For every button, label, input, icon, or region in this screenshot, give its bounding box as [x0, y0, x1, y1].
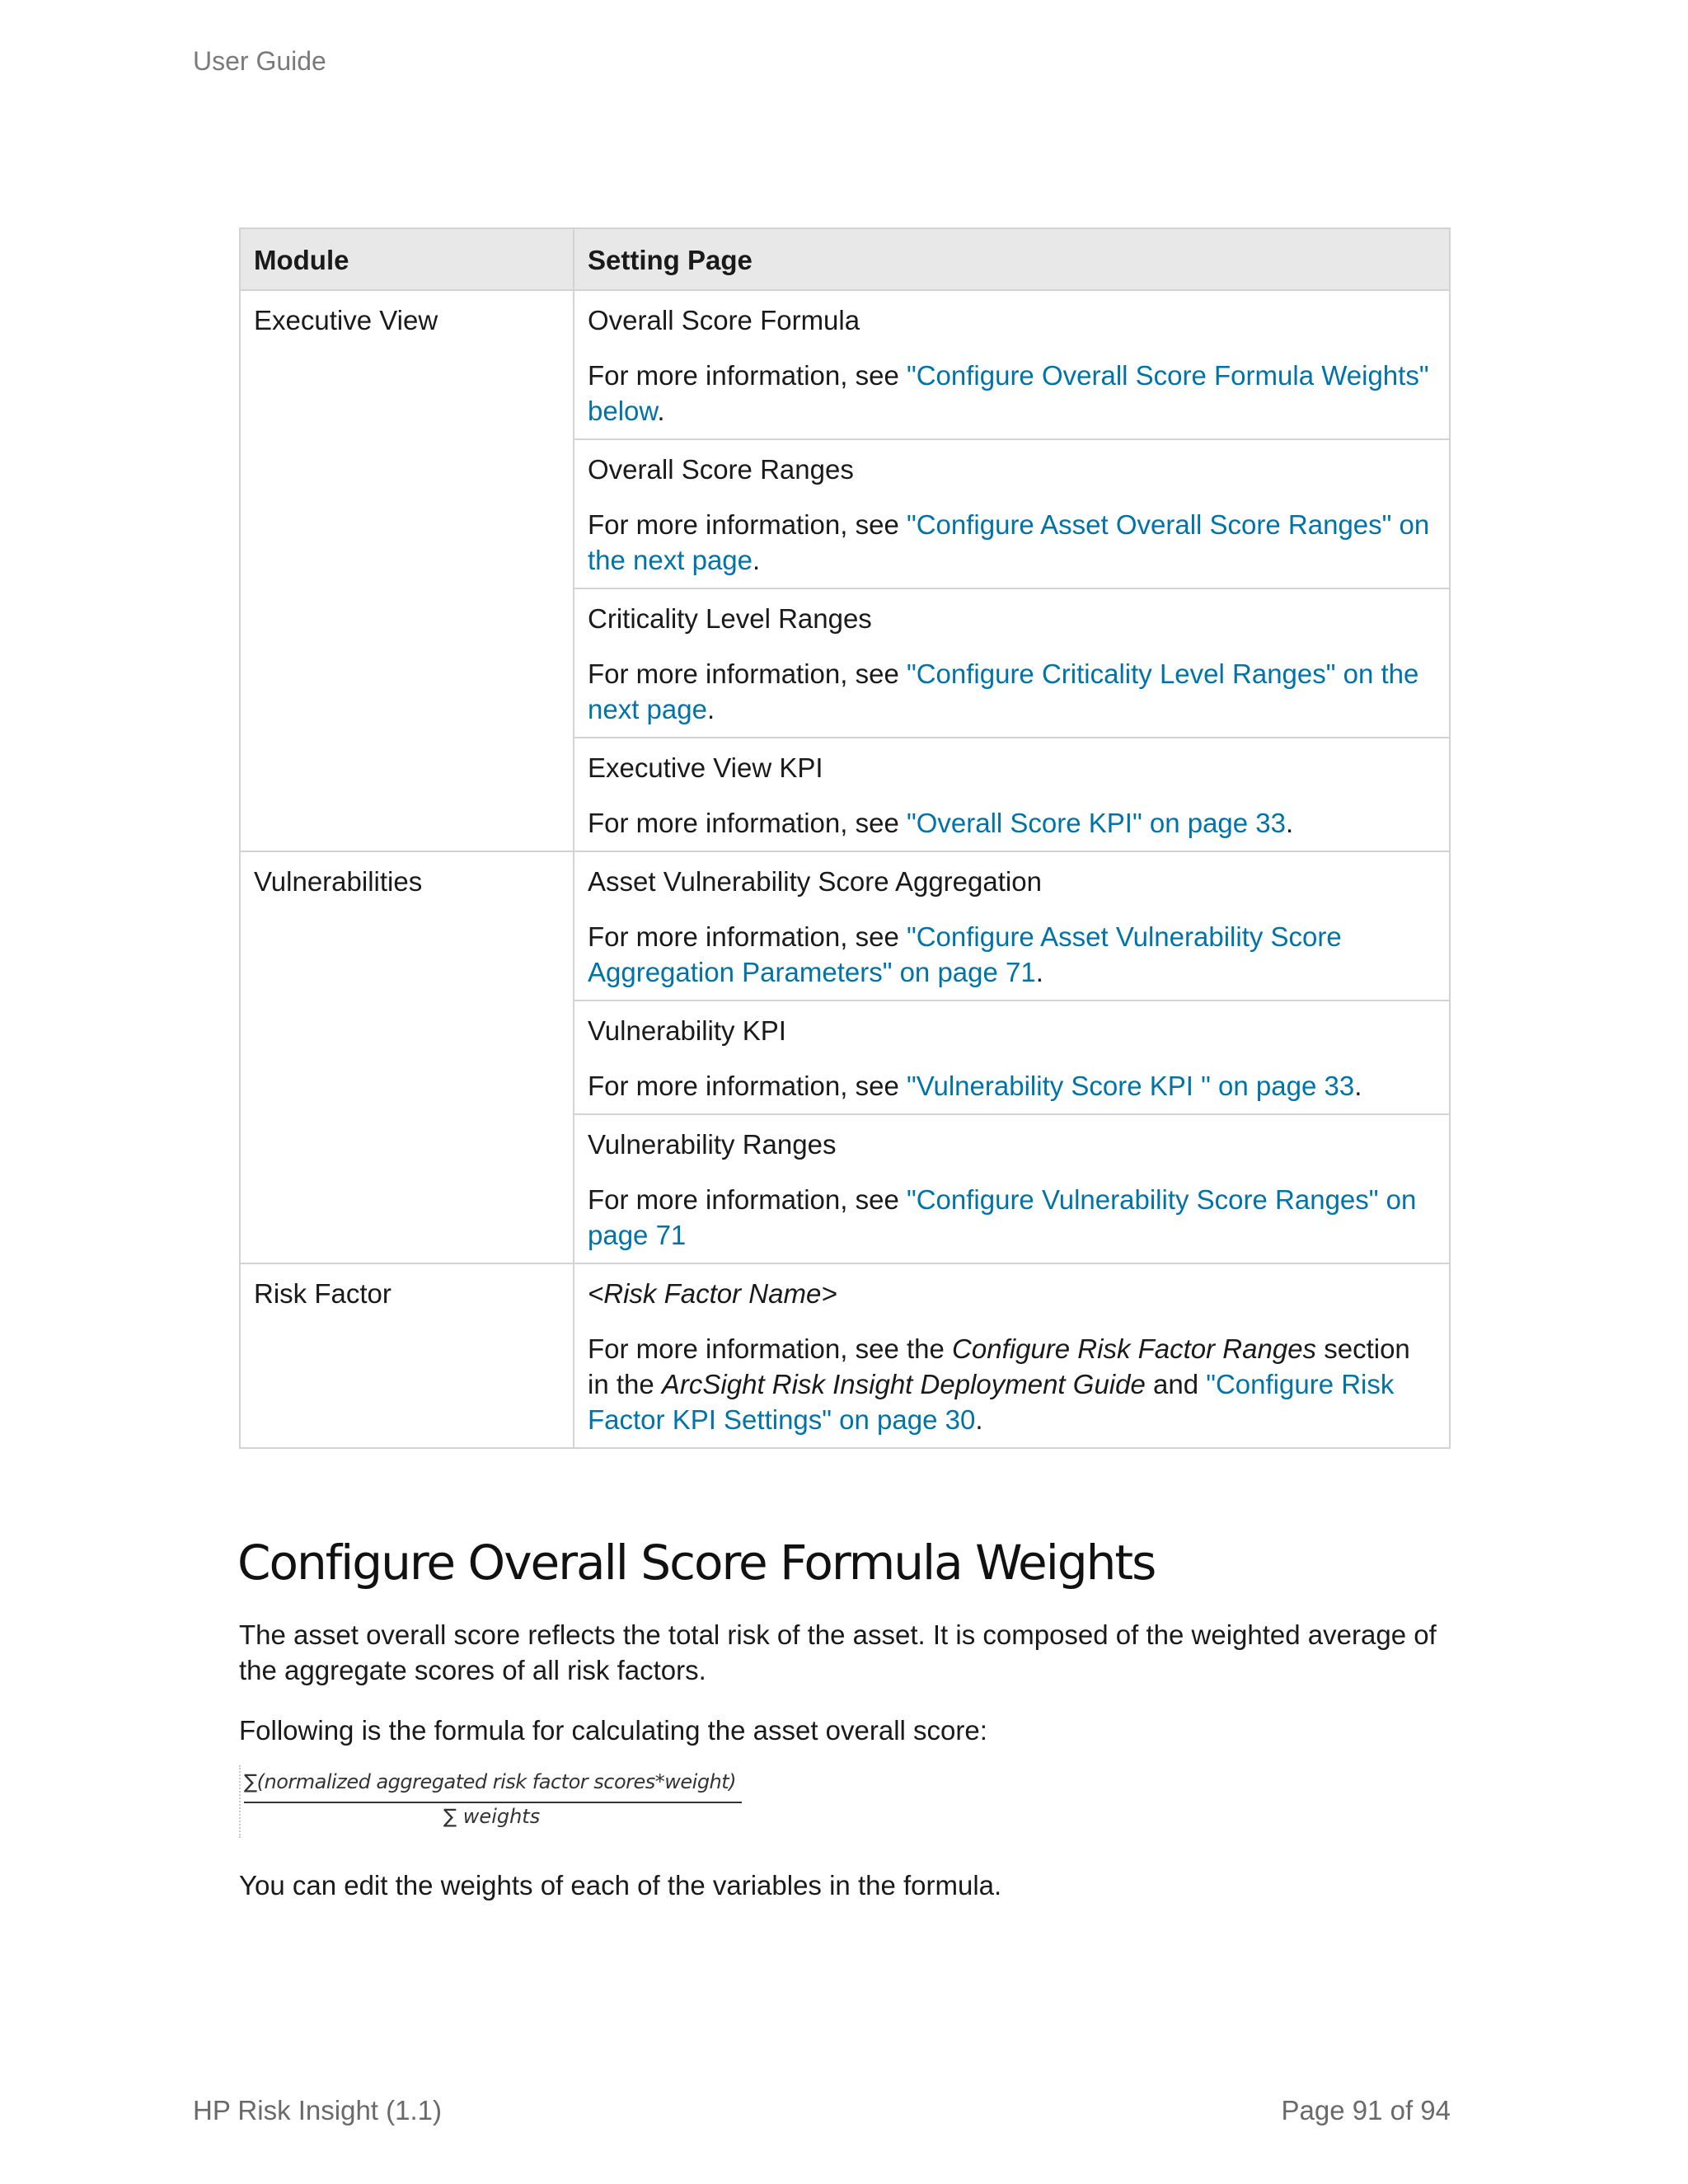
formula-denominator: ∑ weights [443, 1805, 541, 1828]
setting-name: Overall Score Formula [588, 305, 860, 335]
more-info [588, 919, 1436, 990]
module-cell-vulnerabilities: Vulnerabilities [240, 851, 574, 1263]
footer-page-number: Page 91 of 94 [1281, 2095, 1451, 2125]
setting-cell [574, 439, 1450, 588]
setting-cell [574, 1001, 1450, 1114]
more-info [588, 1068, 1436, 1104]
more-info [588, 805, 1436, 841]
doc-title-reference: ArcSight Risk Insight Deployment Guide [661, 1369, 1146, 1399]
setting-name: Vulnerability Ranges [588, 1129, 837, 1160]
more-info-suffix: . [1286, 808, 1294, 838]
table-row [240, 290, 1450, 439]
more-info-text: For more information, see [588, 1071, 907, 1101]
footer-product: HP Risk Insight (1.1) [193, 2095, 442, 2125]
module-cell-executive-view: Executive View [240, 290, 574, 851]
more-info-text: For more information, see the [588, 1333, 953, 1364]
more-info-text: For more information, see [588, 509, 907, 540]
cross-reference-link[interactable]: "Configure Risk Factor KPI Settings" on page 30 [588, 1369, 1395, 1435]
cross-reference-link[interactable]: "Configure Overall Score Formula Weights" below [588, 360, 1429, 426]
more-info [588, 1331, 1436, 1437]
overall-score-formula [239, 1765, 752, 1838]
setting-name: Vulnerability KPI [588, 1015, 786, 1046]
setting-cell [574, 738, 1450, 851]
more-info-text: and [1145, 1369, 1207, 1399]
formula-fraction-bar [244, 1802, 742, 1803]
more-info-suffix: . [657, 396, 665, 426]
section-paragraph: You can edit the weights of each of the variables in the formula. [239, 1870, 1002, 1900]
setting-cell [574, 588, 1450, 738]
setting-name: Asset Vulnerability Score Aggregation [588, 866, 1042, 897]
setting-cell [574, 290, 1450, 439]
more-info-text: For more information, see [588, 360, 907, 391]
column-header-module: Module [240, 228, 574, 290]
more-info-text: For more information, see [588, 658, 907, 689]
setting-cell [574, 1263, 1450, 1448]
cross-reference-link[interactable]: "Configure Vulnerability Score Ranges" on page 71 [588, 1184, 1417, 1250]
more-info-suffix: . [975, 1404, 983, 1435]
doc-section-reference: Configure Risk Factor Ranges [952, 1333, 1317, 1364]
more-info-text: section in the [588, 1333, 1410, 1399]
settings-table [239, 227, 1451, 1449]
setting-name: Overall Score Ranges [588, 454, 854, 485]
more-info-text: For more information, see [588, 921, 907, 952]
cross-reference-link[interactable]: "Configure Asset Vulnerability Score Aggregation Parameters" on page 71 [588, 921, 1342, 987]
more-info-text: For more information, see [588, 808, 907, 838]
cross-reference-link[interactable]: "Configure Criticality Level Ranges" on the next page [588, 658, 1419, 724]
cross-reference-link[interactable]: "Configure Asset Overall Score Ranges" on the next page [588, 509, 1430, 575]
setting-name: Criticality Level Ranges [588, 603, 872, 634]
section-paragraph: Following is the formula for calculating the asset overall score: [239, 1715, 987, 1746]
setting-cell [574, 1114, 1450, 1263]
column-header-setting-page: Setting Page [574, 228, 1450, 290]
table-row [240, 1263, 1450, 1448]
more-info-suffix: . [706, 694, 715, 724]
more-info [588, 358, 1436, 429]
cross-reference-link[interactable]: "Vulnerability Score KPI " on page 33 [906, 1071, 1355, 1101]
running-header: User Guide [193, 46, 326, 76]
more-info [588, 507, 1436, 578]
setting-name: Executive View KPI [588, 752, 823, 783]
table-header-row [240, 228, 1450, 290]
table-row [240, 851, 1450, 1001]
more-info-suffix: . [1354, 1071, 1362, 1101]
section-heading: Configure Overall Score Formula Weights [237, 1535, 1156, 1591]
more-info [588, 1182, 1436, 1253]
more-info-text: For more information, see [588, 1184, 907, 1215]
module-cell-risk-factor: Risk Factor [240, 1263, 574, 1448]
more-info [588, 656, 1436, 727]
more-info-suffix: . [1035, 957, 1043, 987]
formula-numerator: ∑(normalized aggregated risk factor scores*weight) [244, 1770, 737, 1793]
setting-cell [574, 851, 1450, 1001]
more-info-suffix: . [753, 545, 761, 575]
setting-name [588, 1276, 1436, 1311]
section-paragraph: The asset overall score reflects the total risk of the asset. It is composed of the weighted average of the aggregate scores of all risk factors. [239, 1619, 1437, 1685]
setting-name-italic: <Risk Factor Name> [588, 1278, 837, 1309]
cross-reference-link[interactable]: "Overall Score KPI" on page 33 [906, 808, 1287, 838]
